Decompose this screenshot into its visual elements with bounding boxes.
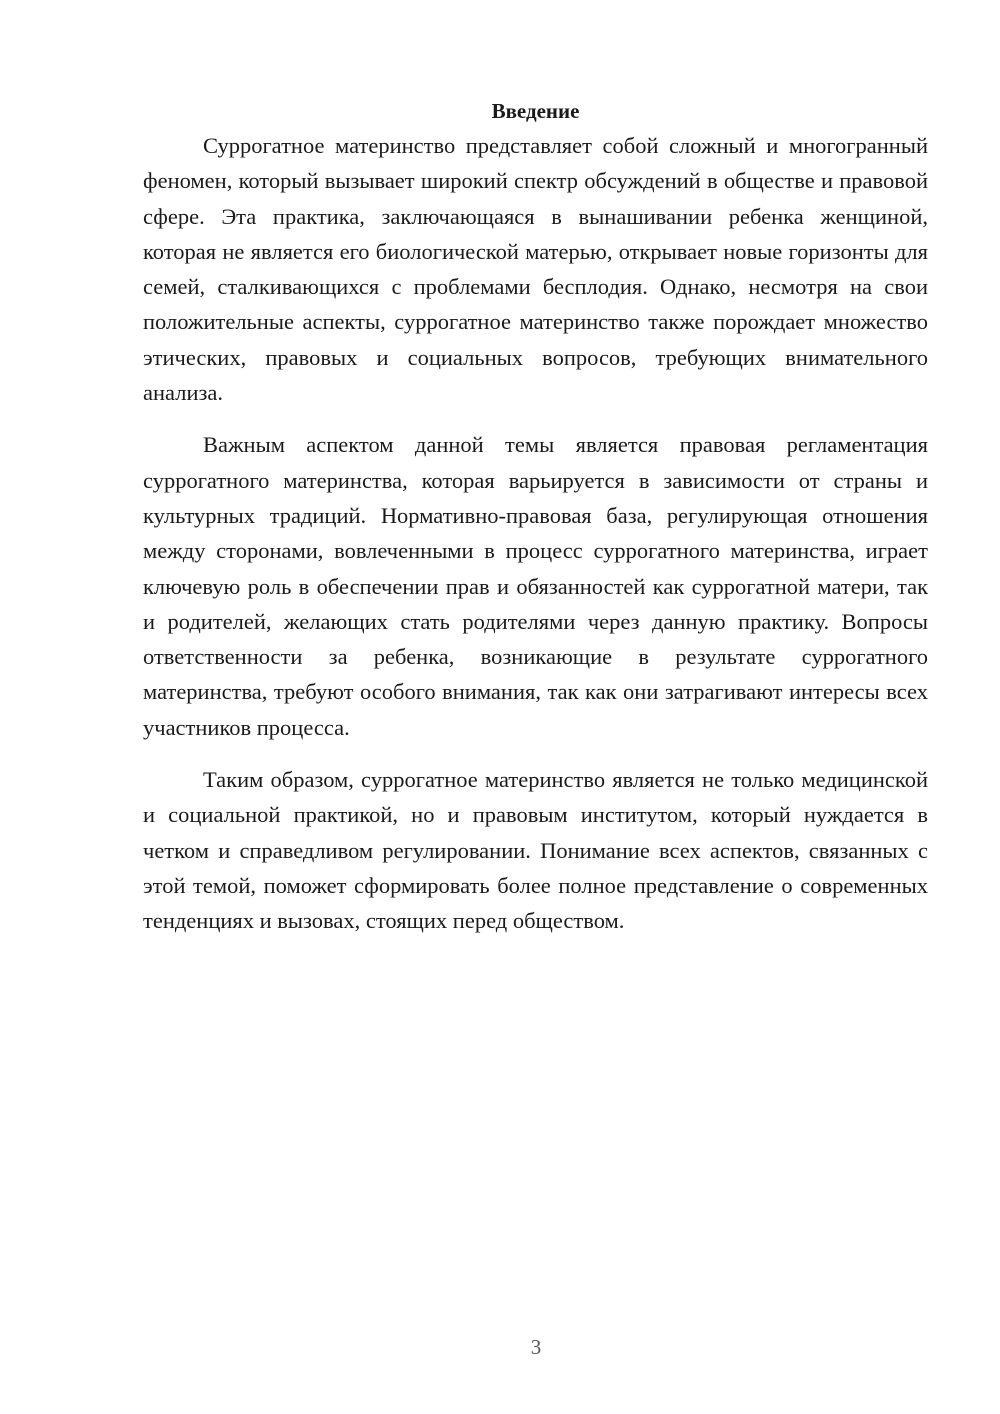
paragraph-1: Суррогатное материнство представляет собой сложный и многогранный феномен, который вызывает широкий спектр обсуждений в обществе и правовой сфере. Эта практика, заключающаяся в вынашивании ребенка женщиной, которая не является его биологической матерью, открывает новые горизонты для семей, сталкивающихся с проблемами бесплодия. Однако, несмотря на свои положительные аспекты, суррогатное материнство также порождает множество этических, правовых и социальных вопросов, требующих внимательного анализа.: [143, 133, 928, 406]
page-content: [143, 94, 928, 939]
section-title: Введение: [491, 99, 580, 123]
page-number: 3: [530, 1335, 542, 1359]
paragraph-2: Важным аспектом данной темы является правовая регламентация суррогатного материнства, которая варьируется в зависимости от страны и культурных традиций. Нормативно-правовая база, регулирующая отношения между сторонами, вовлеченными в процесс суррогатного материнства, играет ключевую роль в обеспечении прав и обязанностей как суррогатной матери, так и родителей, желающих стать родителями через данную практику. Вопросы ответственности за ребенка, возникающие в результате суррогатного материнства, требуют особого внимания, так как они затрагивают интересы всех участников процесса.: [143, 432, 928, 740]
paragraph-3: Таким образом, суррогатное материнство является не только медицинской и социальной практикой, но и правовым институтом, который нуждается в четком и справедливом регулировании. Понимание всех аспектов, связанных с этой темой, поможет сформировать более полное представление о современных тенденциях и вызовах, стоящих перед обществом.: [143, 767, 928, 934]
